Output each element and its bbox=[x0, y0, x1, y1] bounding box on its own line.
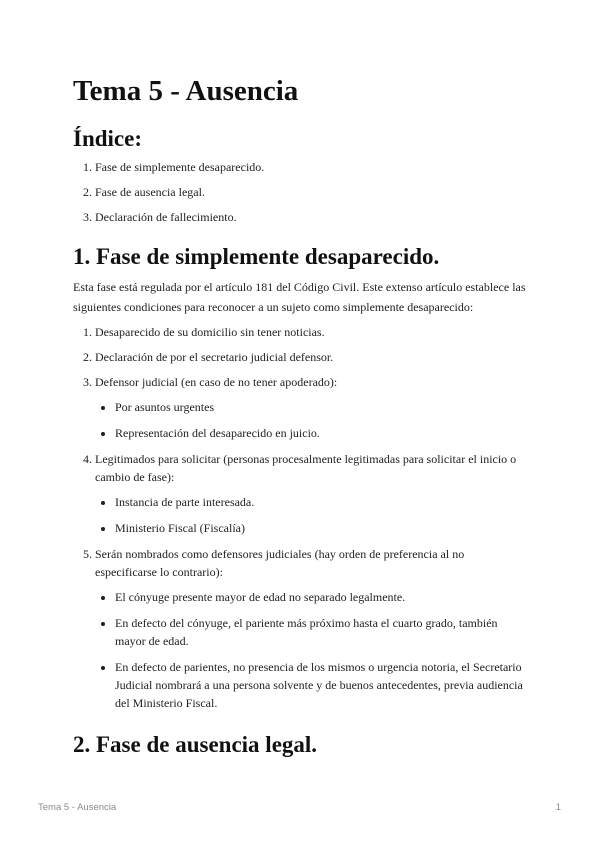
sub-list bbox=[95, 398, 528, 442]
list-item bbox=[95, 323, 528, 341]
index-heading: Índice: bbox=[73, 126, 142, 151]
sub-list bbox=[95, 493, 528, 537]
document-title: Tema 5 - Ausencia bbox=[73, 75, 299, 107]
sub-list-item: • El cónyuge presente mayor de edad no separado legalmente. bbox=[115, 588, 528, 606]
list-item-text: Legitimados para solicitar (personas procesalmente legitimadas para solicitar el inicio o cambio de fase): bbox=[95, 452, 517, 484]
index-item: 3. Declaración de fallecimiento. bbox=[95, 208, 528, 226]
sub-list-item: • Representación del desaparecido en juicio. bbox=[115, 424, 528, 442]
sub-list-item: • Por asuntos urgentes bbox=[115, 398, 528, 416]
footer-label: Tema 5 - Ausencia bbox=[38, 802, 117, 813]
list-item bbox=[95, 545, 528, 712]
list-item bbox=[95, 348, 528, 366]
section-1-list bbox=[73, 323, 528, 712]
section-2-heading: 2. Fase de ausencia legal. bbox=[73, 732, 318, 757]
document-content bbox=[73, 72, 528, 760]
sub-list-item: • En defecto de parientes, no presencia de los mismos o urgencia notoria, el Secretario Judicial nombrará a una persona solvente y de buenos antecedentes, previa audiencia del Ministerio Fiscal. bbox=[115, 658, 528, 712]
sub-list-item: • Ministerio Fiscal (Fiscalía) bbox=[115, 519, 528, 537]
section-1-heading: 1. Fase de simplemente desaparecido. bbox=[73, 244, 440, 269]
list-item-text: Desaparecido de su domicilio sin tener noticias. bbox=[95, 325, 325, 339]
index-item: 2. Fase de ausencia legal. bbox=[95, 183, 528, 201]
sub-list-item: • En defecto del cónyuge, el pariente más próximo hasta el cuarto grado, también mayor de edad. bbox=[115, 614, 528, 650]
list-item-text: Declaración de por el secretario judicial defensor. bbox=[95, 350, 334, 364]
list-item bbox=[95, 450, 528, 537]
page-footer bbox=[38, 802, 561, 813]
page-number: 1 bbox=[555, 802, 561, 813]
list-item-text: Serán nombrados como defensores judiciales (hay orden de preferencia al no especificarse lo contrario): bbox=[95, 547, 465, 579]
index-item: 1. Fase de simplemente desaparecido. bbox=[95, 158, 528, 176]
section-1-intro: Esta fase está regulada por el artículo 181 del Código Civil. Este extenso artículo establece las siguientes condiciones para reconocer a un sujeto como simplemente desaparecido: bbox=[73, 280, 526, 314]
sub-list bbox=[95, 588, 528, 712]
list-item-text: Defensor judicial (en caso de no tener apoderado): bbox=[95, 375, 338, 389]
index-list bbox=[73, 158, 528, 226]
sub-list-item: • Instancia de parte interesada. bbox=[115, 493, 528, 511]
list-item bbox=[95, 373, 528, 442]
